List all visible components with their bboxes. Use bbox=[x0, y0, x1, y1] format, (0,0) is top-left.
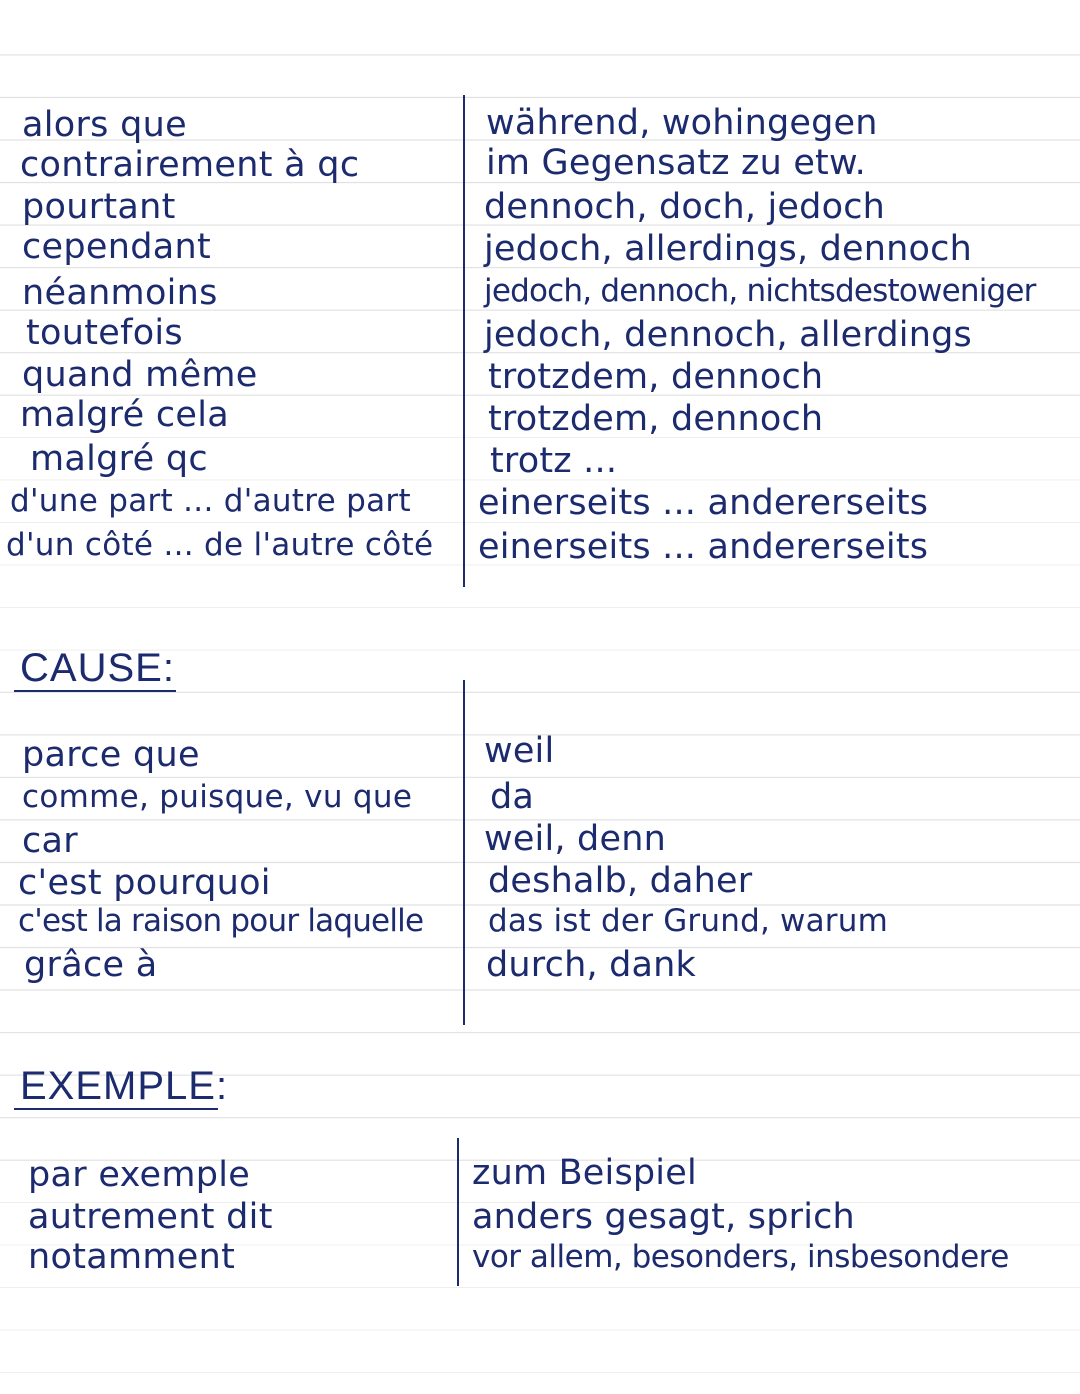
de-translation: dennoch, doch, jedoch bbox=[484, 187, 886, 227]
section-heading-exemple: EXEMPLE: bbox=[20, 1064, 229, 1108]
fr-term: autrement dit bbox=[28, 1197, 273, 1237]
de-translation: zum Beispiel bbox=[472, 1153, 697, 1193]
divider-line bbox=[463, 680, 465, 1025]
fr-term: parce que bbox=[22, 735, 200, 775]
de-translation: vor allem, besonders, insbesondere bbox=[472, 1239, 1009, 1275]
fr-term: car bbox=[22, 821, 78, 861]
de-translation: jedoch, dennoch, allerdings bbox=[484, 315, 972, 355]
heading-underline bbox=[14, 1108, 218, 1110]
de-translation: weil bbox=[484, 731, 555, 771]
de-translation: durch, dank bbox=[486, 945, 697, 985]
fr-term: contrairement à qc bbox=[20, 145, 360, 185]
fr-term: malgré cela bbox=[20, 395, 230, 435]
fr-term: d'une part ... d'autre part bbox=[10, 483, 411, 519]
divider-line bbox=[463, 95, 465, 587]
de-translation: da bbox=[490, 777, 535, 817]
fr-term: c'est pourquoi bbox=[18, 863, 271, 903]
section-heading-cause: CAUSE: bbox=[20, 646, 175, 690]
fr-term: quand même bbox=[22, 355, 258, 395]
fr-term: notamment bbox=[28, 1237, 236, 1277]
fr-term: grâce à bbox=[24, 945, 158, 985]
de-translation: einerseits ... andererseits bbox=[478, 527, 929, 567]
fr-term: toutefois bbox=[26, 313, 183, 353]
de-translation: das ist der Grund, warum bbox=[488, 903, 888, 939]
de-translation: trotzdem, dennoch bbox=[488, 357, 824, 397]
de-translation: weil, denn bbox=[484, 819, 666, 859]
de-translation: deshalb, daher bbox=[488, 861, 753, 901]
de-translation: jedoch, dennoch, nichtsdestoweniger bbox=[484, 273, 1036, 309]
fr-term: c'est la raison pour laquelle bbox=[18, 903, 424, 939]
fr-term: par exemple bbox=[28, 1155, 251, 1195]
fr-term: d'un côté ... de l'autre côté bbox=[6, 527, 434, 563]
de-translation: trotz ... bbox=[490, 441, 618, 481]
de-translation: während, wohingegen bbox=[486, 103, 878, 143]
fr-term: pourtant bbox=[22, 187, 176, 227]
fr-term: comme, puisque, vu que bbox=[22, 779, 413, 815]
de-translation: einerseits ... andererseits bbox=[478, 483, 929, 523]
fr-term: cependant bbox=[22, 227, 211, 267]
fr-term: néanmoins bbox=[22, 273, 218, 313]
divider-line bbox=[457, 1138, 459, 1286]
de-translation: im Gegensatz zu etw. bbox=[486, 143, 866, 183]
fr-term: malgré qc bbox=[30, 439, 208, 479]
fr-term: alors que bbox=[22, 105, 187, 145]
de-translation: trotzdem, dennoch bbox=[488, 399, 824, 439]
de-translation: anders gesagt, sprich bbox=[472, 1197, 855, 1237]
heading-underline bbox=[14, 690, 176, 692]
de-translation: jedoch, allerdings, dennoch bbox=[484, 229, 972, 269]
